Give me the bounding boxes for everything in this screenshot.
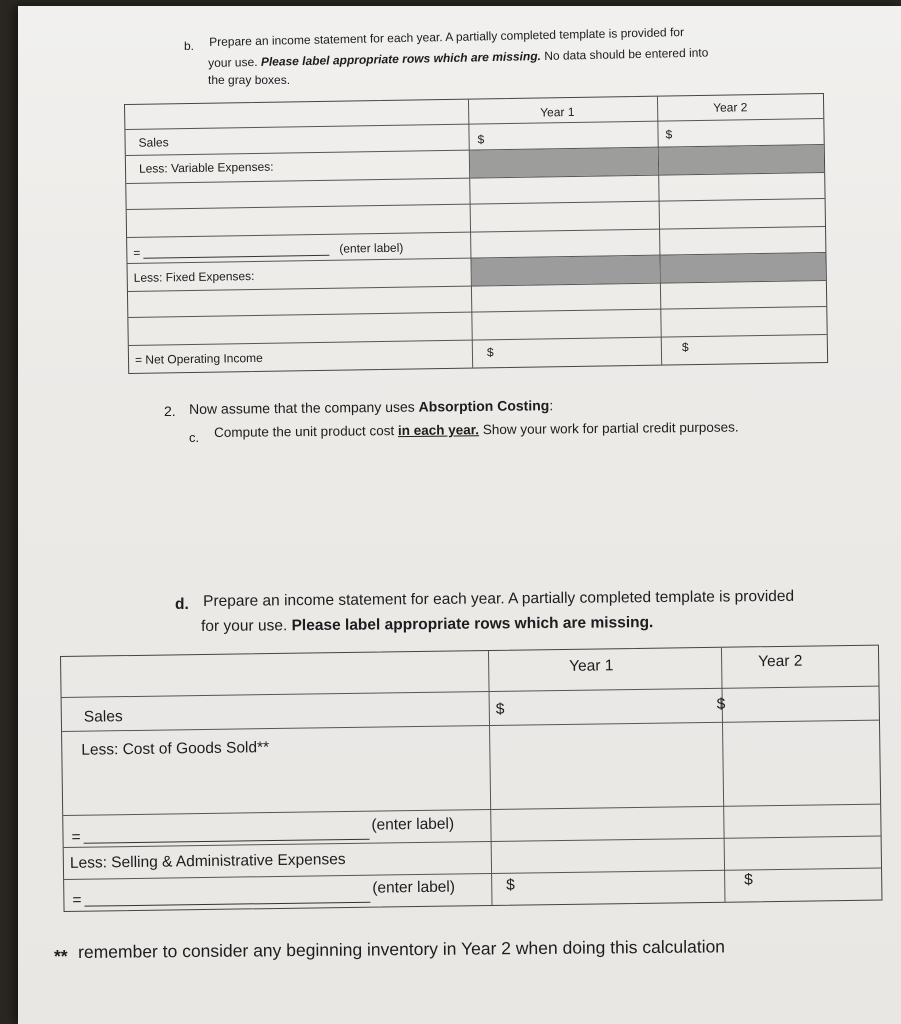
row-label-sales: Sales <box>83 708 123 726</box>
dollar-sign-noi-year2: $ <box>681 340 689 355</box>
column-divider-1 <box>468 100 473 368</box>
equals-sign: = <box>133 245 141 260</box>
row-label-net-operating-income: = Net Operating Income <box>134 350 263 367</box>
part-d-line2-emphasis: Please label appropriate rows which are missing. <box>291 614 654 635</box>
row-divider <box>129 334 827 346</box>
row-divider <box>62 720 879 732</box>
gray-box-fixed-year1 <box>471 256 659 286</box>
row-divider <box>127 226 825 238</box>
absorption-costing-term: Absorption Costing <box>418 397 550 415</box>
equals-sign: = <box>71 828 81 846</box>
enter-label-hint: (enter label) <box>371 815 455 834</box>
part-d-line1: Prepare an income statement for each year. A partially completed template is provided <box>203 587 795 610</box>
dollar-sign-sales-year1: $ <box>495 700 505 718</box>
part-c-letter: c. <box>189 430 200 445</box>
row-divider <box>62 686 879 698</box>
label-blank-line[interactable] <box>143 255 329 259</box>
row-label-less-sga: Less: Selling & Administrative Expenses <box>69 851 346 872</box>
dollar-sign-sales-year2: $ <box>665 127 673 142</box>
absorption-costing-income-table <box>60 645 882 912</box>
column-header-year2: Year 2 <box>758 652 803 671</box>
gray-box-fixed-year2 <box>660 253 825 283</box>
dollar-sign-noi-year1: $ <box>486 345 494 360</box>
enter-label-hint: (enter label) <box>339 240 404 256</box>
part-d-letter: d. <box>175 596 189 613</box>
part-b-line3: the gray boxes. <box>208 73 291 87</box>
question-2-number: 2. <box>164 403 176 419</box>
footnote-stars: ** <box>54 946 68 966</box>
part-b-line2-emphasis: Please label appropriate rows which are missing. <box>260 49 542 69</box>
part-b-line2-c: No data should be entered into <box>544 45 709 63</box>
part-b-line1: Prepare an income statement for each year. A partially completed template is provided for <box>209 25 685 49</box>
dollar-sign-sales-year2: $ <box>716 695 726 713</box>
row-label-less-cogs: Less: Cost of Goods Sold** <box>81 739 270 759</box>
row-label-sales: Sales <box>138 135 169 150</box>
equals-sign: = <box>72 891 82 909</box>
footnote-text: remember to consider any beginning inventory in Year 2 when doing this calculation <box>78 936 726 962</box>
column-divider-1 <box>488 651 493 905</box>
part-c-text-c: Show your work for partial credit purposes. <box>482 419 739 438</box>
part-c-text-a: Compute the unit product cost <box>214 423 395 440</box>
row-divider <box>128 306 826 318</box>
column-divider-2 <box>721 648 726 902</box>
column-header-year2: Year 2 <box>713 100 748 115</box>
gray-box-variable-year2 <box>659 145 824 175</box>
row-divider <box>63 804 880 816</box>
dollar-sign-total-year2: $ <box>744 871 753 889</box>
part-b-letter: b. <box>184 39 195 53</box>
row-label-less-fixed-expenses: Less: Fixed Expenses: <box>133 268 255 285</box>
row-divider <box>127 198 825 210</box>
row-divider <box>125 118 823 130</box>
column-header-year1: Year 1 <box>569 657 614 675</box>
question-2-colon: : <box>549 397 554 414</box>
in-each-year-emphasis: in each year. <box>397 422 480 439</box>
column-header-year1: Year 1 <box>540 104 575 120</box>
question-2-text-a: Now assume that the company uses <box>189 398 415 417</box>
variable-costing-income-table <box>124 93 828 374</box>
gray-box-variable-year1 <box>470 148 658 178</box>
enter-label-hint: (enter label) <box>372 878 456 897</box>
label-blank-line[interactable] <box>84 902 370 907</box>
row-label-less-variable-expenses: Less: Variable Expenses: <box>138 159 274 176</box>
column-divider-2 <box>657 97 662 365</box>
dollar-sign-sales-year1: $ <box>477 132 485 147</box>
dollar-sign-total-year1: $ <box>506 876 515 894</box>
part-b-line2-a: your use. <box>208 54 258 70</box>
part-d-line2-a: for your use. <box>201 617 288 635</box>
